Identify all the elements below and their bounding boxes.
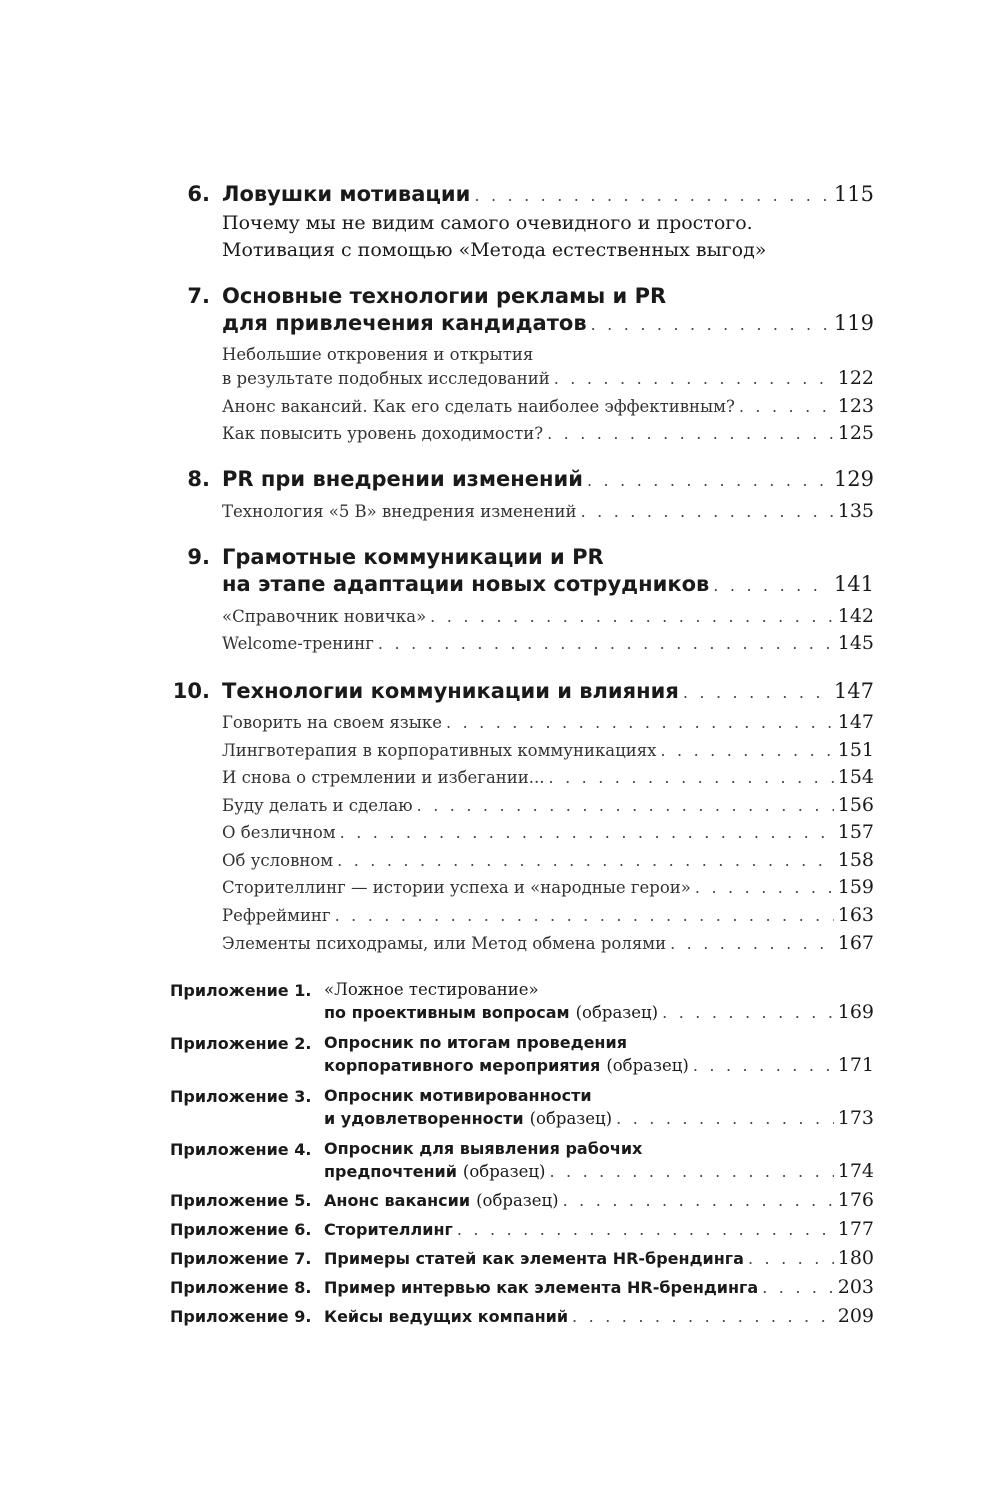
- toc-entry[interactable]: [222, 605, 874, 627]
- dot-leader: [474, 186, 830, 205]
- page-number: 142: [837, 605, 874, 627]
- appendix-title: и удовлетворенности: [324, 1109, 524, 1128]
- page-number: 122: [837, 367, 874, 389]
- page-number: 154: [837, 766, 874, 788]
- dot-leader: [713, 576, 830, 595]
- toc-entry[interactable]: [222, 422, 874, 444]
- toc-entry[interactable]: [222, 632, 874, 654]
- toc-entry[interactable]: [222, 932, 874, 954]
- toc-entry[interactable]: [324, 1001, 874, 1023]
- chapter-number: 10.: [172, 679, 210, 703]
- dot-leader: [670, 934, 834, 953]
- section-title: Welcome-тренинг: [222, 634, 374, 653]
- dot-leader: [417, 796, 834, 815]
- section-title: Лингвотерапия в корпоративных коммуникациях: [222, 741, 657, 760]
- dot-leader: [693, 1056, 834, 1075]
- section-title: И снова о стремлении и избегании...: [222, 768, 545, 787]
- dot-leader: [662, 1003, 834, 1022]
- toc-entry[interactable]: [222, 679, 874, 703]
- dot-leader: [748, 1249, 834, 1268]
- appendix-label: Приложение 1.: [170, 981, 312, 1000]
- dot-leader: [660, 741, 833, 760]
- appendix-label: Приложение 2.: [170, 1034, 312, 1053]
- toc-entry[interactable]: [324, 1189, 874, 1211]
- toc-entry[interactable]: [324, 1054, 874, 1076]
- toc-entry[interactable]: [222, 572, 874, 596]
- dot-leader: [337, 851, 834, 870]
- dot-leader: [335, 906, 834, 925]
- dot-leader: [446, 713, 834, 732]
- dot-leader: [430, 607, 834, 626]
- appendix-note: (образец): [462, 1162, 546, 1181]
- appendix-title: по проективным вопросам: [324, 1003, 570, 1022]
- appendix-label: Приложение 9.: [170, 1307, 312, 1326]
- dot-leader: [616, 1109, 834, 1128]
- page-number: 174: [837, 1160, 874, 1182]
- page-number: 125: [837, 422, 874, 444]
- appendix-note: (образец): [606, 1056, 689, 1075]
- dot-leader: [457, 1220, 834, 1239]
- appendix-title: Сторителлинг: [324, 1220, 453, 1239]
- page-number: 129: [833, 467, 874, 491]
- appendix-note: (образец): [529, 1109, 613, 1128]
- dot-leader: [762, 1278, 834, 1297]
- toc-entry[interactable]: [324, 1276, 874, 1298]
- chapter-subtitle: Почему мы не видим самого очевидного и простого.: [222, 212, 753, 234]
- page-number: 171: [837, 1054, 874, 1076]
- page-number: 156: [837, 794, 874, 816]
- toc-entry[interactable]: [324, 1218, 874, 1240]
- chapter-subtitle: Мотивация с помощью «Метода естественных выгод»: [222, 239, 767, 261]
- chapter-title: Основные технологии рекламы и PR: [222, 284, 667, 308]
- page-number: 151: [837, 739, 874, 761]
- chapter-title: для привлечения кандидатов: [222, 311, 587, 335]
- chapter-number: 6.: [187, 182, 210, 206]
- page-number: 123: [837, 395, 874, 417]
- section-title: Элементы психодрамы, или Метод обмена ролями: [222, 934, 667, 953]
- appendix-title: корпоративного мероприятия: [324, 1056, 601, 1075]
- page-number: 180: [837, 1247, 874, 1269]
- page-number: 135: [837, 500, 874, 522]
- toc-entry[interactable]: [222, 766, 874, 788]
- section-title: в результате подобных исследований: [222, 369, 550, 388]
- page-number: 119: [833, 311, 874, 335]
- toc-entry[interactable]: [324, 1160, 874, 1182]
- appendix-title: «Ложное тестирование»: [324, 980, 539, 999]
- appendix-title: Кейсы ведущих компаний: [324, 1307, 569, 1326]
- section-title: «Справочник новичка»: [222, 607, 427, 626]
- chapter-number: 7.: [187, 284, 210, 308]
- chapter-title: PR при внедрении изменений: [222, 467, 583, 491]
- appendix-title: Анонс вакансии: [324, 1191, 471, 1210]
- section-title: Небольшие откровения и открытия: [222, 345, 534, 364]
- dot-leader: [695, 878, 834, 897]
- section-title: Как повысить уровень доходимости?: [222, 424, 544, 443]
- toc-entry[interactable]: [222, 500, 874, 522]
- page-number: 115: [833, 182, 874, 206]
- page-number: 147: [837, 711, 874, 733]
- toc-entry[interactable]: [222, 467, 874, 491]
- appendix-note: (образец): [575, 1003, 659, 1022]
- dot-leader: [547, 424, 834, 443]
- appendix-title: Опросник по итогам проведения: [324, 1033, 627, 1052]
- dot-leader: [549, 768, 834, 787]
- toc-entry[interactable]: [324, 1247, 874, 1269]
- chapter-number: 9.: [187, 545, 210, 569]
- dot-leader: [572, 1307, 834, 1326]
- dot-leader: [739, 397, 834, 416]
- appendix-label: Приложение 5.: [170, 1191, 312, 1210]
- toc-entry[interactable]: [324, 1107, 874, 1129]
- section-title: Об условном: [222, 851, 334, 870]
- appendix-title: Примеры статей как элемента HR-брендинга: [324, 1249, 744, 1268]
- toc-entry[interactable]: [222, 849, 874, 871]
- dot-leader: [554, 369, 834, 388]
- page-number: 163: [837, 904, 874, 926]
- page-number: 167: [837, 932, 874, 954]
- section-title: Сторителлинг — истории успеха и «народные герои»: [222, 878, 691, 897]
- page-number: 209: [837, 1305, 874, 1327]
- page-number: 169: [837, 1001, 874, 1023]
- toc-entry[interactable]: [222, 876, 874, 898]
- page-number: 147: [833, 679, 874, 703]
- toc-entry[interactable]: [324, 1305, 874, 1327]
- appendix-label: Приложение 4.: [170, 1140, 312, 1159]
- toc-entry[interactable]: [222, 739, 874, 761]
- section-title: Буду делать и сделаю: [222, 796, 413, 815]
- page-number: 141: [833, 572, 874, 596]
- dot-leader: [591, 315, 830, 334]
- dot-leader: [549, 1162, 833, 1181]
- toc-entry[interactable]: [222, 395, 874, 417]
- section-title: О безличном: [222, 823, 336, 842]
- dot-leader: [581, 502, 834, 521]
- section-title: Анонс вакансий. Как его сделать наиболее эффективным?: [222, 397, 735, 416]
- toc-entry[interactable]: [222, 367, 874, 389]
- chapter-title: на этапе адаптации новых сотрудников: [222, 572, 710, 596]
- appendix-title: предпочтений: [324, 1162, 457, 1181]
- toc-entry[interactable]: [222, 711, 874, 733]
- appendix-title: Пример интервью как элемента HR-брендинга: [324, 1278, 759, 1297]
- page-number: 176: [837, 1189, 874, 1211]
- dot-leader: [683, 683, 830, 702]
- page-number: 203: [837, 1276, 874, 1298]
- toc-entry[interactable]: [222, 311, 874, 335]
- toc-entry[interactable]: [222, 182, 874, 206]
- page-number: 173: [837, 1107, 874, 1129]
- appendix-label: Приложение 8.: [170, 1278, 312, 1297]
- chapter-title: Грамотные коммуникации и PR: [222, 545, 604, 569]
- appendix-title: Опросник мотивированности: [324, 1086, 592, 1105]
- dot-leader: [340, 823, 834, 842]
- dot-leader: [587, 471, 830, 490]
- page-number: 159: [837, 876, 874, 898]
- toc-entry[interactable]: [222, 821, 874, 843]
- section-title: Говорить на своем языке: [222, 713, 443, 732]
- page-number: 158: [837, 849, 874, 871]
- page-number: 177: [837, 1218, 874, 1240]
- dot-leader: [563, 1191, 834, 1210]
- toc-entry[interactable]: [222, 904, 874, 926]
- appendix-label: Приложение 6.: [170, 1220, 312, 1239]
- appendix-title: Опросник для выявления рабочих: [324, 1139, 643, 1158]
- appendix-note: (образец): [476, 1191, 559, 1210]
- appendix-label: Приложение 7.: [170, 1249, 312, 1268]
- page-number: 145: [837, 632, 874, 654]
- page-number: 157: [837, 821, 874, 843]
- toc-entry[interactable]: [222, 794, 874, 816]
- dot-leader: [378, 634, 834, 653]
- chapter-number: 8.: [187, 467, 210, 491]
- section-title: Рефрейминг: [222, 906, 331, 925]
- chapter-title: Ловушки мотивации: [222, 182, 471, 206]
- section-title: Технология «5 В» внедрения изменений: [222, 502, 577, 521]
- appendix-label: Приложение 3.: [170, 1087, 312, 1106]
- chapter-title: Технологии коммуникации и влияния: [222, 679, 679, 703]
